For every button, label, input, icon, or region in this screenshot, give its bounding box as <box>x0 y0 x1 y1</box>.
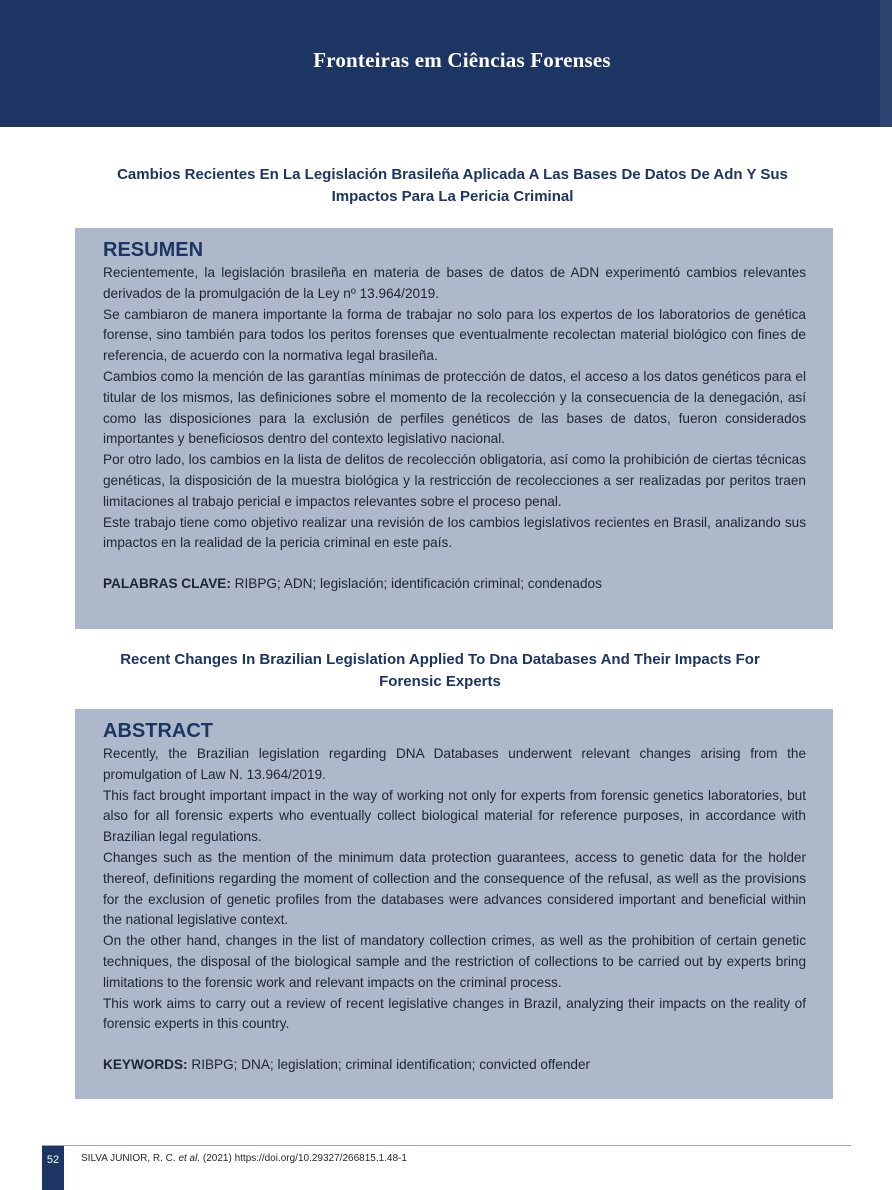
keywords-label: KEYWORDS: <box>103 1057 188 1073</box>
resumen-paragraph: Recientemente, la legislación brasileña en materia de bases de datos de ADN experimentó cambios relevantes derivados de la promulgación de la Ley nº 13.964/2019. <box>103 265 806 301</box>
resumen-paragraph: Este trabajo tiene como objetivo realizar una revisión de los cambios legislativos recientes en Brasil, analizando sus impactos en la realidad de la pericia criminal en este país. <box>103 514 806 551</box>
footer-citation <box>81 1153 407 1164</box>
keywords-values: RIBPG; DNA; legislation; criminal identification; convicted offender <box>187 1057 591 1073</box>
resumen-paragraph: Cambios como la mención de las garantías mínimas de protección de datos, el acceso a los datos genéticos para el titular de los mismos, las definiciones sobre el momento de la recolección y la consecuencia de la denegación, así como las disposiciones para la exclusión de perfiles genéticos de las bases de datos, fueron considerados importantes y beneficiosos dentro del contexto legislativo nacional. <box>103 368 806 447</box>
palabras-clave-values: RIBPG; ADN; legislación; identificación criminal; condenados <box>230 576 602 592</box>
palabras-clave-label: PALABRAS CLAVE: <box>103 576 231 592</box>
citation-et-al: et al. <box>178 1153 201 1164</box>
abstract-paragraph: Recently, the Brazilian legislation regarding DNA Databases underwent relevant changes arising from the promulgation of Law N. 13.964/2019. <box>103 746 806 782</box>
abstract-paragraph: Changes such as the mention of the minimum data protection guarantees, access to genetic data for the holder thereof, definitions regarding the moment of collection and the consequence of the refusal, as well as the provisions for the exclusion of genetic profiles from the databases were advances considered important and beneficial within the national legislative context. <box>103 849 806 928</box>
abstract-paragraph: This fact brought important impact in the way of working not only for experts from forensic genetics laboratories, but also for all forensic experts who eventually collect biological material for reference purposes, in accordance with Brazilian legal regulations. <box>103 787 806 845</box>
spanish-article-title: Cambios Recientes En La Legislación Brasileña Aplicada A Las Bases De Datos De Adn Y Sus Impactos Para La Pericia Criminal <box>117 166 788 205</box>
abstract-heading: ABSTRACT <box>103 720 213 742</box>
page-number: 52 <box>42 1146 64 1190</box>
resumen-paragraph: Se cambiaron de manera importante la forma de trabajar no solo para los expertos de los laboratorios de genética forense, sino también para todos los peritos forenses que eventualmente recolectan material biológico con fines de referencia, de acuerdo con la normativa legal brasileña. <box>103 306 806 364</box>
keywords <box>103 1055 806 1075</box>
citation-authors: SILVA JUNIOR, R. C. <box>81 1153 179 1164</box>
abstract-box <box>75 709 833 1099</box>
resumen-box <box>75 228 833 629</box>
abstract-paragraph: On the other hand, changes in the list of mandatory collection crimes, as well as the prohibition of certain genetic techniques, the disposal of the biological sample and the restriction of collections to be carried out by experts bring limitations to the forensic work and relevant impacts on the criminal process. <box>103 933 806 990</box>
resumen-paragraph: Por otro lado, los cambios en la lista de delitos de recolección obligatoria, así como la prohibición de ciertas técnicas genéticas, la disposición de la muestra biológica y la restricción de recolecciones a ser realizadas por peritos traen limitaciones al trabajo pericial e impactos relevantes sobre el proceso penal. <box>103 452 806 509</box>
footer-divider <box>42 1145 851 1146</box>
journal-title: Fronteiras em Ciências Forenses <box>313 48 611 72</box>
english-article-title: Recent Changes In Brazilian Legislation Applied To Dna Databases And Their Impacts For Forensic Experts <box>120 651 760 690</box>
palabras-clave <box>103 574 806 594</box>
abstract-paragraph: This work aims to carry out a review of recent legislative changes in Brazil, analyzing their impacts on the reality of forensic experts in this country. <box>103 995 806 1032</box>
resumen-heading: RESUMEN <box>103 239 204 261</box>
citation-doi[interactable]: (2021) https://doi.org/10.29327/266815.1.48-1 <box>200 1153 407 1164</box>
